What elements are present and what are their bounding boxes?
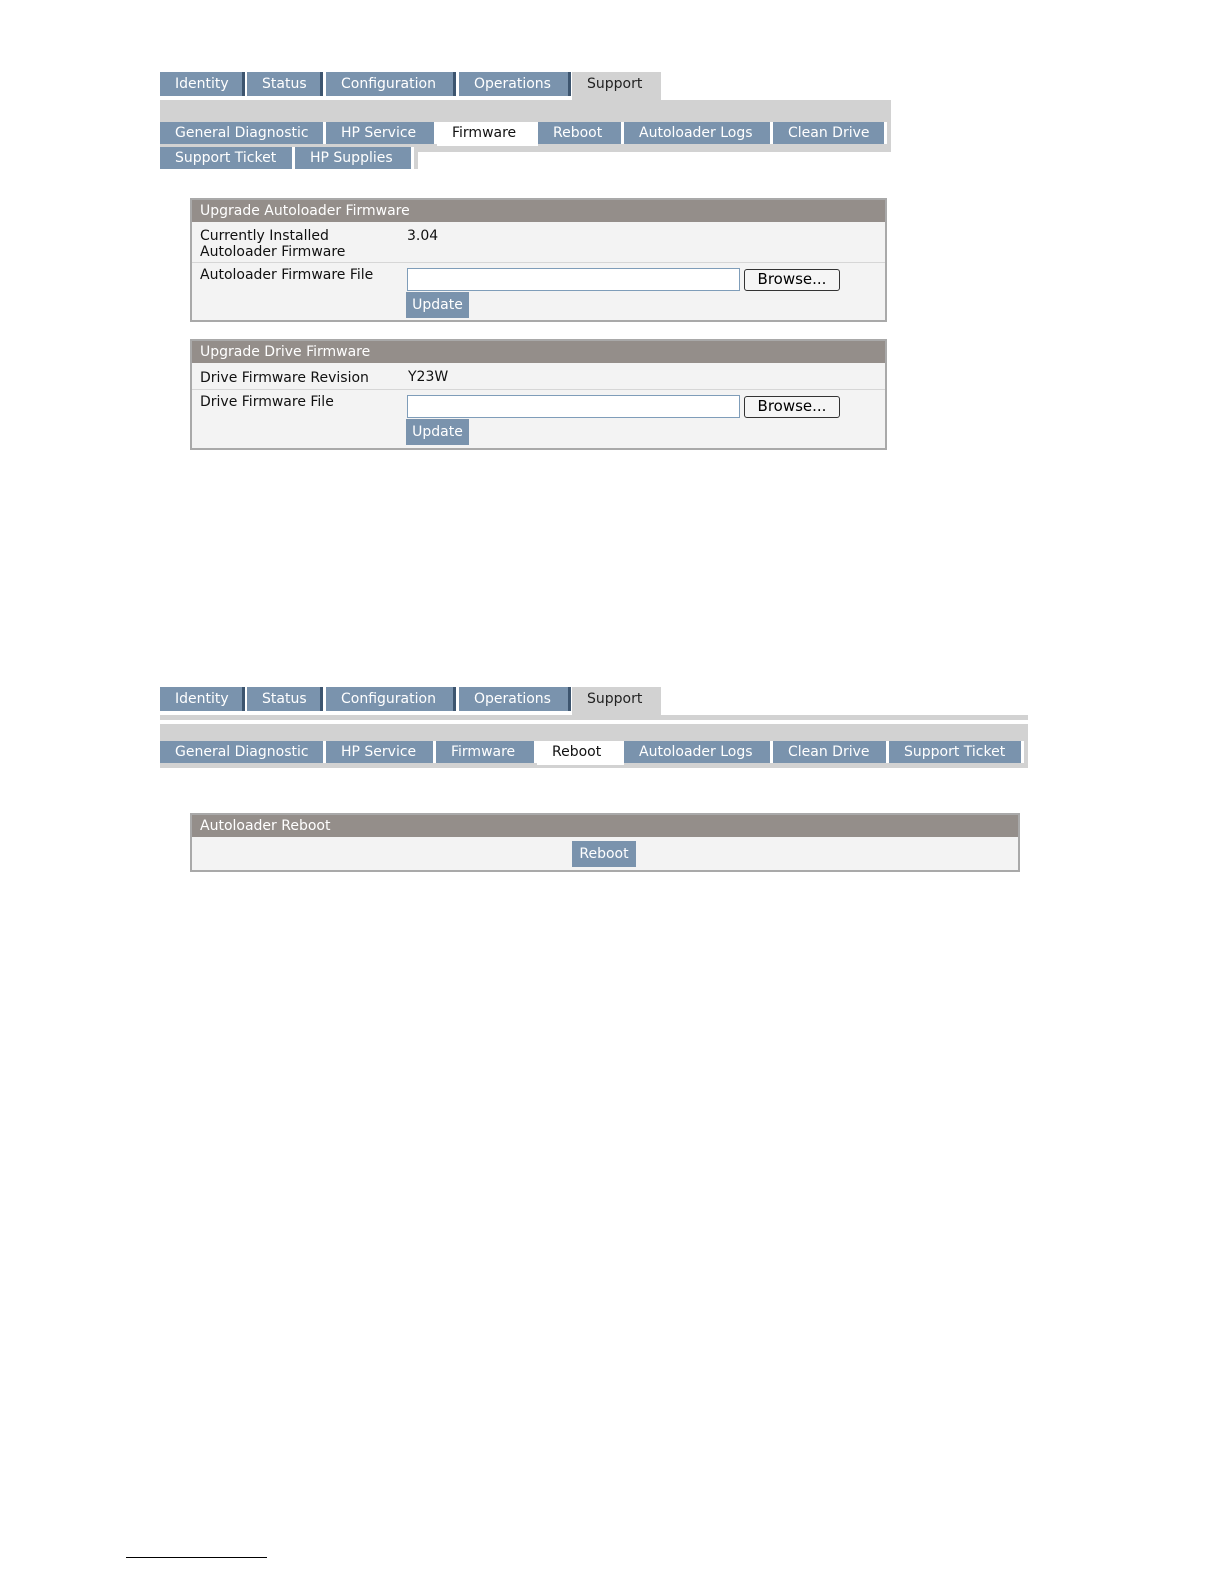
tab-identity[interactable]: Identity (160, 72, 245, 96)
subtab-firmware[interactable]: Firmware (437, 122, 538, 146)
installed-firmware-label-line1: Currently Installed (200, 228, 329, 244)
autoloader-reboot-panel (190, 813, 1020, 872)
installed-firmware-value: 3.04 (407, 228, 439, 244)
tab-support[interactable]: Support (572, 72, 661, 100)
subtab-firmware[interactable]: Firmware (436, 741, 537, 763)
subtab-support-ticket[interactable]: Support Ticket (160, 147, 295, 169)
autoloader-browse-button[interactable]: Browse... (744, 269, 840, 291)
row-divider (192, 389, 885, 390)
drive-firmware-file-input[interactable] (407, 395, 740, 418)
subtab-autoloader-logs[interactable]: Autoloader Logs (624, 122, 773, 144)
panel-title: Upgrade Autoloader Firmware (192, 200, 885, 222)
autoloader-firmware-panel (190, 198, 887, 322)
installed-firmware-label (200, 228, 345, 260)
panel-title: Autoloader Reboot (192, 815, 1018, 837)
subtab-general-diagnostic[interactable]: General Diagnostic (160, 122, 326, 144)
subtab-clean-drive[interactable]: Clean Drive (773, 741, 889, 763)
autoloader-update-button[interactable]: Update (406, 292, 469, 318)
tab-identity[interactable]: Identity (160, 687, 245, 711)
installed-firmware-label-line2: Autoloader Firmware (200, 244, 346, 260)
subtab-autoloader-logs[interactable]: Autoloader Logs (624, 741, 773, 763)
drive-update-button[interactable]: Update (406, 419, 469, 445)
row-divider (192, 262, 885, 263)
drive-firmware-revision-label: Drive Firmware Revision (200, 370, 369, 386)
drive-firmware-file-label: Drive Firmware File (200, 394, 334, 410)
footnote-separator (126, 1557, 267, 1558)
tab-operations[interactable]: Operations (459, 687, 571, 711)
subtab-general-diagnostic[interactable]: General Diagnostic (160, 741, 326, 763)
drive-firmware-panel (190, 339, 887, 450)
tab-configuration[interactable]: Configuration (326, 687, 456, 711)
subtab-support-ticket[interactable]: Support Ticket (889, 741, 1024, 763)
subtab-hp-supplies[interactable]: HP Supplies (295, 147, 414, 169)
main-tab-bar (160, 687, 661, 715)
drive-firmware-revision-value: Y23W (408, 369, 449, 385)
main-tab-bar (160, 72, 661, 100)
subtab-reboot[interactable]: Reboot (537, 741, 624, 765)
reboot-button[interactable]: Reboot (572, 841, 636, 867)
subtab-clean-drive[interactable]: Clean Drive (773, 122, 887, 144)
tab-status[interactable]: Status (247, 687, 323, 711)
tab-operations[interactable]: Operations (459, 72, 571, 96)
subtab-hp-service[interactable]: HP Service (326, 122, 437, 144)
tab-configuration[interactable]: Configuration (326, 72, 456, 96)
panel-title: Upgrade Drive Firmware (192, 341, 885, 363)
subtab-hp-service[interactable]: HP Service (326, 741, 436, 763)
tab-support[interactable]: Support (572, 687, 661, 715)
autoloader-firmware-file-label: Autoloader Firmware File (200, 267, 374, 283)
tab-status[interactable]: Status (247, 72, 323, 96)
subtab-reboot[interactable]: Reboot (538, 122, 624, 144)
autoloader-firmware-file-input[interactable] (407, 268, 740, 291)
drive-browse-button[interactable]: Browse... (744, 396, 840, 418)
sub-tab-bar (160, 715, 1028, 720)
